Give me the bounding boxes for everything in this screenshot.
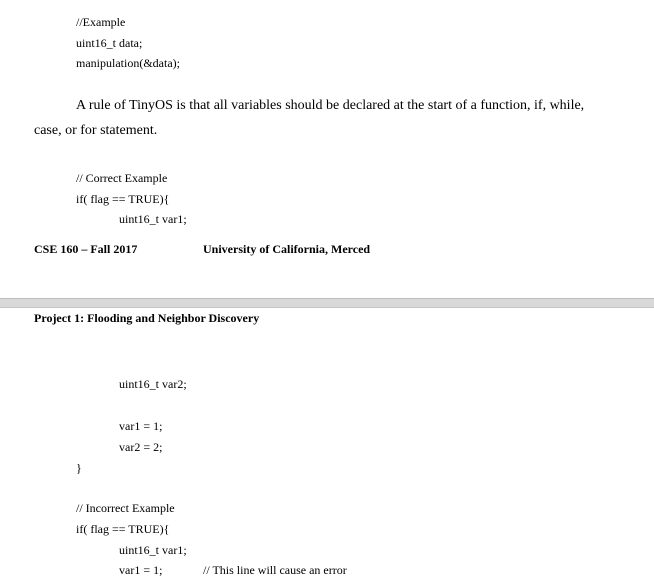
- code-line: uint16_t data;: [76, 36, 143, 50]
- code-line: //Example: [76, 15, 126, 29]
- page-header-title: Project 1: Flooding and Neighbor Discovery: [34, 311, 260, 325]
- footer-university: University of California, Merced: [203, 242, 371, 256]
- code-line: uint16_t var1;: [119, 212, 187, 226]
- paragraph-line-1: A rule of TinyOS is that all variables should be declared at the start of a function, if, while,: [76, 98, 585, 113]
- code-line: var1 = 1;: [119, 419, 163, 433]
- code-line: uint16_t var1;: [119, 543, 187, 557]
- paragraph-line-2: case, or for statement.: [34, 123, 158, 138]
- code-line: var1 = 1;: [119, 563, 163, 577]
- document-page-bottom: [0, 308, 654, 582]
- code-line: manipulation(&data);: [76, 56, 180, 70]
- code-line: var2 = 2;: [119, 440, 163, 454]
- code-line: if( flag == TRUE){: [76, 522, 170, 536]
- code-line: if( flag == TRUE){: [76, 192, 170, 206]
- page-separator: [0, 298, 654, 308]
- code-line: // Incorrect Example: [76, 501, 175, 515]
- code-line: uint16_t var2;: [119, 377, 187, 391]
- code-line: // Correct Example: [76, 171, 168, 185]
- code-comment: // This line will cause an error: [203, 563, 347, 577]
- footer-course: CSE 160 – Fall 2017: [34, 242, 138, 256]
- code-line: }: [76, 461, 82, 475]
